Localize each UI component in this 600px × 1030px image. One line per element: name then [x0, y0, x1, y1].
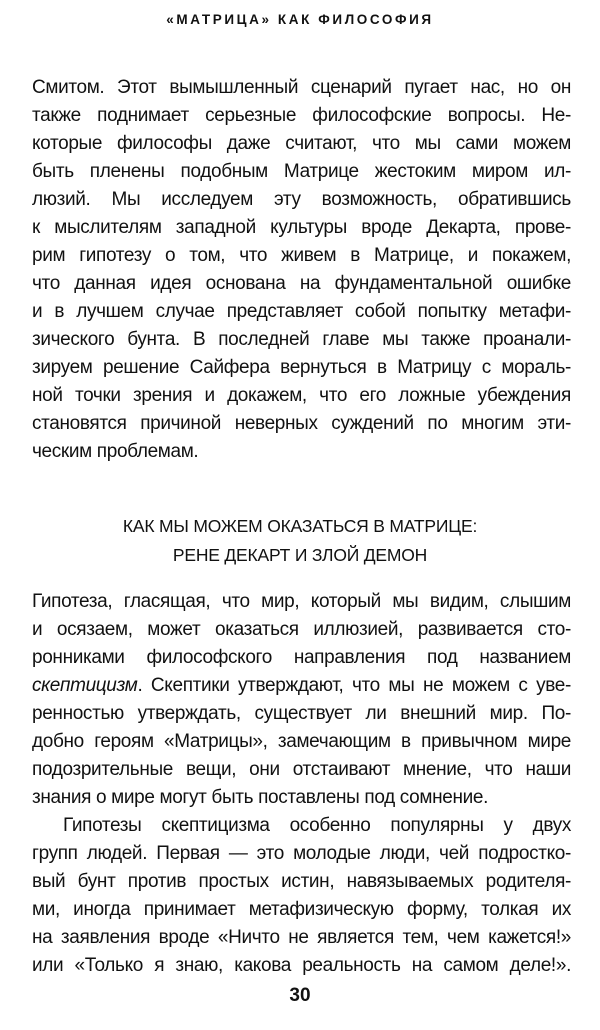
- text-line: становятся причиной неверных суждений по многим эти-: [32, 413, 571, 434]
- section-heading-line: КАК МЫ МОЖЕМ ОКАЗАТЬСЯ В МАТРИЦЕ:: [122, 516, 478, 536]
- text-line: и осязаем, может оказаться иллюзией, развивается сто-: [32, 619, 571, 640]
- text-line: добно героям «Матрицы», замечающим в привычном мире: [32, 731, 571, 752]
- text-line: которые философы даже считают, что мы сами можем: [32, 133, 571, 154]
- text-line: [32, 672, 571, 700]
- text-line: ренностью утверждать, существует ли внешний мир. По-: [32, 703, 571, 724]
- page-number: 30: [289, 985, 311, 1006]
- italic-term: скептицизм: [32, 675, 138, 696]
- text-line: зического бунта. В последней главе мы также проанали-: [32, 329, 571, 350]
- text-line: ческим проблемам.: [32, 441, 199, 462]
- text-line: вый бунт против простых истин, навязываемых родителя-: [32, 871, 571, 892]
- text-line: быть пленены подобным Матрице жестоким миром ил-: [32, 161, 571, 182]
- text-line: ми, иногда принимает метафизическую форму, толкая их: [32, 899, 571, 920]
- text-line: или «Только я знаю, какова реальность на самом деле!».: [32, 955, 571, 976]
- text-line: и в лучшем случае представляет собой попытку метафи-: [32, 301, 571, 322]
- text-line: люзий. Мы исследуем эту возможность, обратившись: [32, 189, 571, 210]
- text-line: зируем решение Сайфера вернуться в Матрицу с мораль-: [32, 357, 571, 378]
- text-line: к мыслителям западной культуры вроде Декарта, прове-: [32, 217, 571, 238]
- text-line: что данная идея основана на фундаментальной ошибке: [32, 273, 571, 294]
- running-head: «МАТРИЦА» КАК ФИЛОСОФИЯ: [166, 12, 434, 27]
- text-line: подозрительные вещи, они отстаивают мнение, что наши: [32, 759, 571, 780]
- text-line: рим гипотезу о том, что живем в Матрице, и покажем,: [32, 245, 571, 266]
- text-line-rest: . Скептики утверждают, что мы не можем с уве-: [137, 675, 571, 696]
- text-line: Гипотеза, гласящая, что мир, который мы видим, слышим: [32, 591, 571, 612]
- text-line: знания о мире могут быть поставлены под сомнение.: [32, 787, 488, 808]
- text-line: групп людей. Первая — это молодые люди, чей подростко-: [32, 843, 571, 864]
- text-line: Гипотезы скептицизма особенно популярны у двух: [63, 815, 571, 836]
- text-line: на заявления вроде «Ничто не является тем, чем кажется!»: [32, 927, 571, 948]
- text-line: ронниками философского направления под названием: [32, 647, 571, 668]
- text-line: Смитом. Этот вымышленный сценарий пугает нас, но он: [32, 77, 571, 98]
- text-line: ной точки зрения и докажем, что его ложные убеждения: [32, 385, 571, 406]
- section-heading-line: РЕНЕ ДЕКАРТ И ЗЛОЙ ДЕМОН: [172, 545, 428, 565]
- text-line: также поднимает серьезные философские вопросы. Не-: [32, 105, 571, 126]
